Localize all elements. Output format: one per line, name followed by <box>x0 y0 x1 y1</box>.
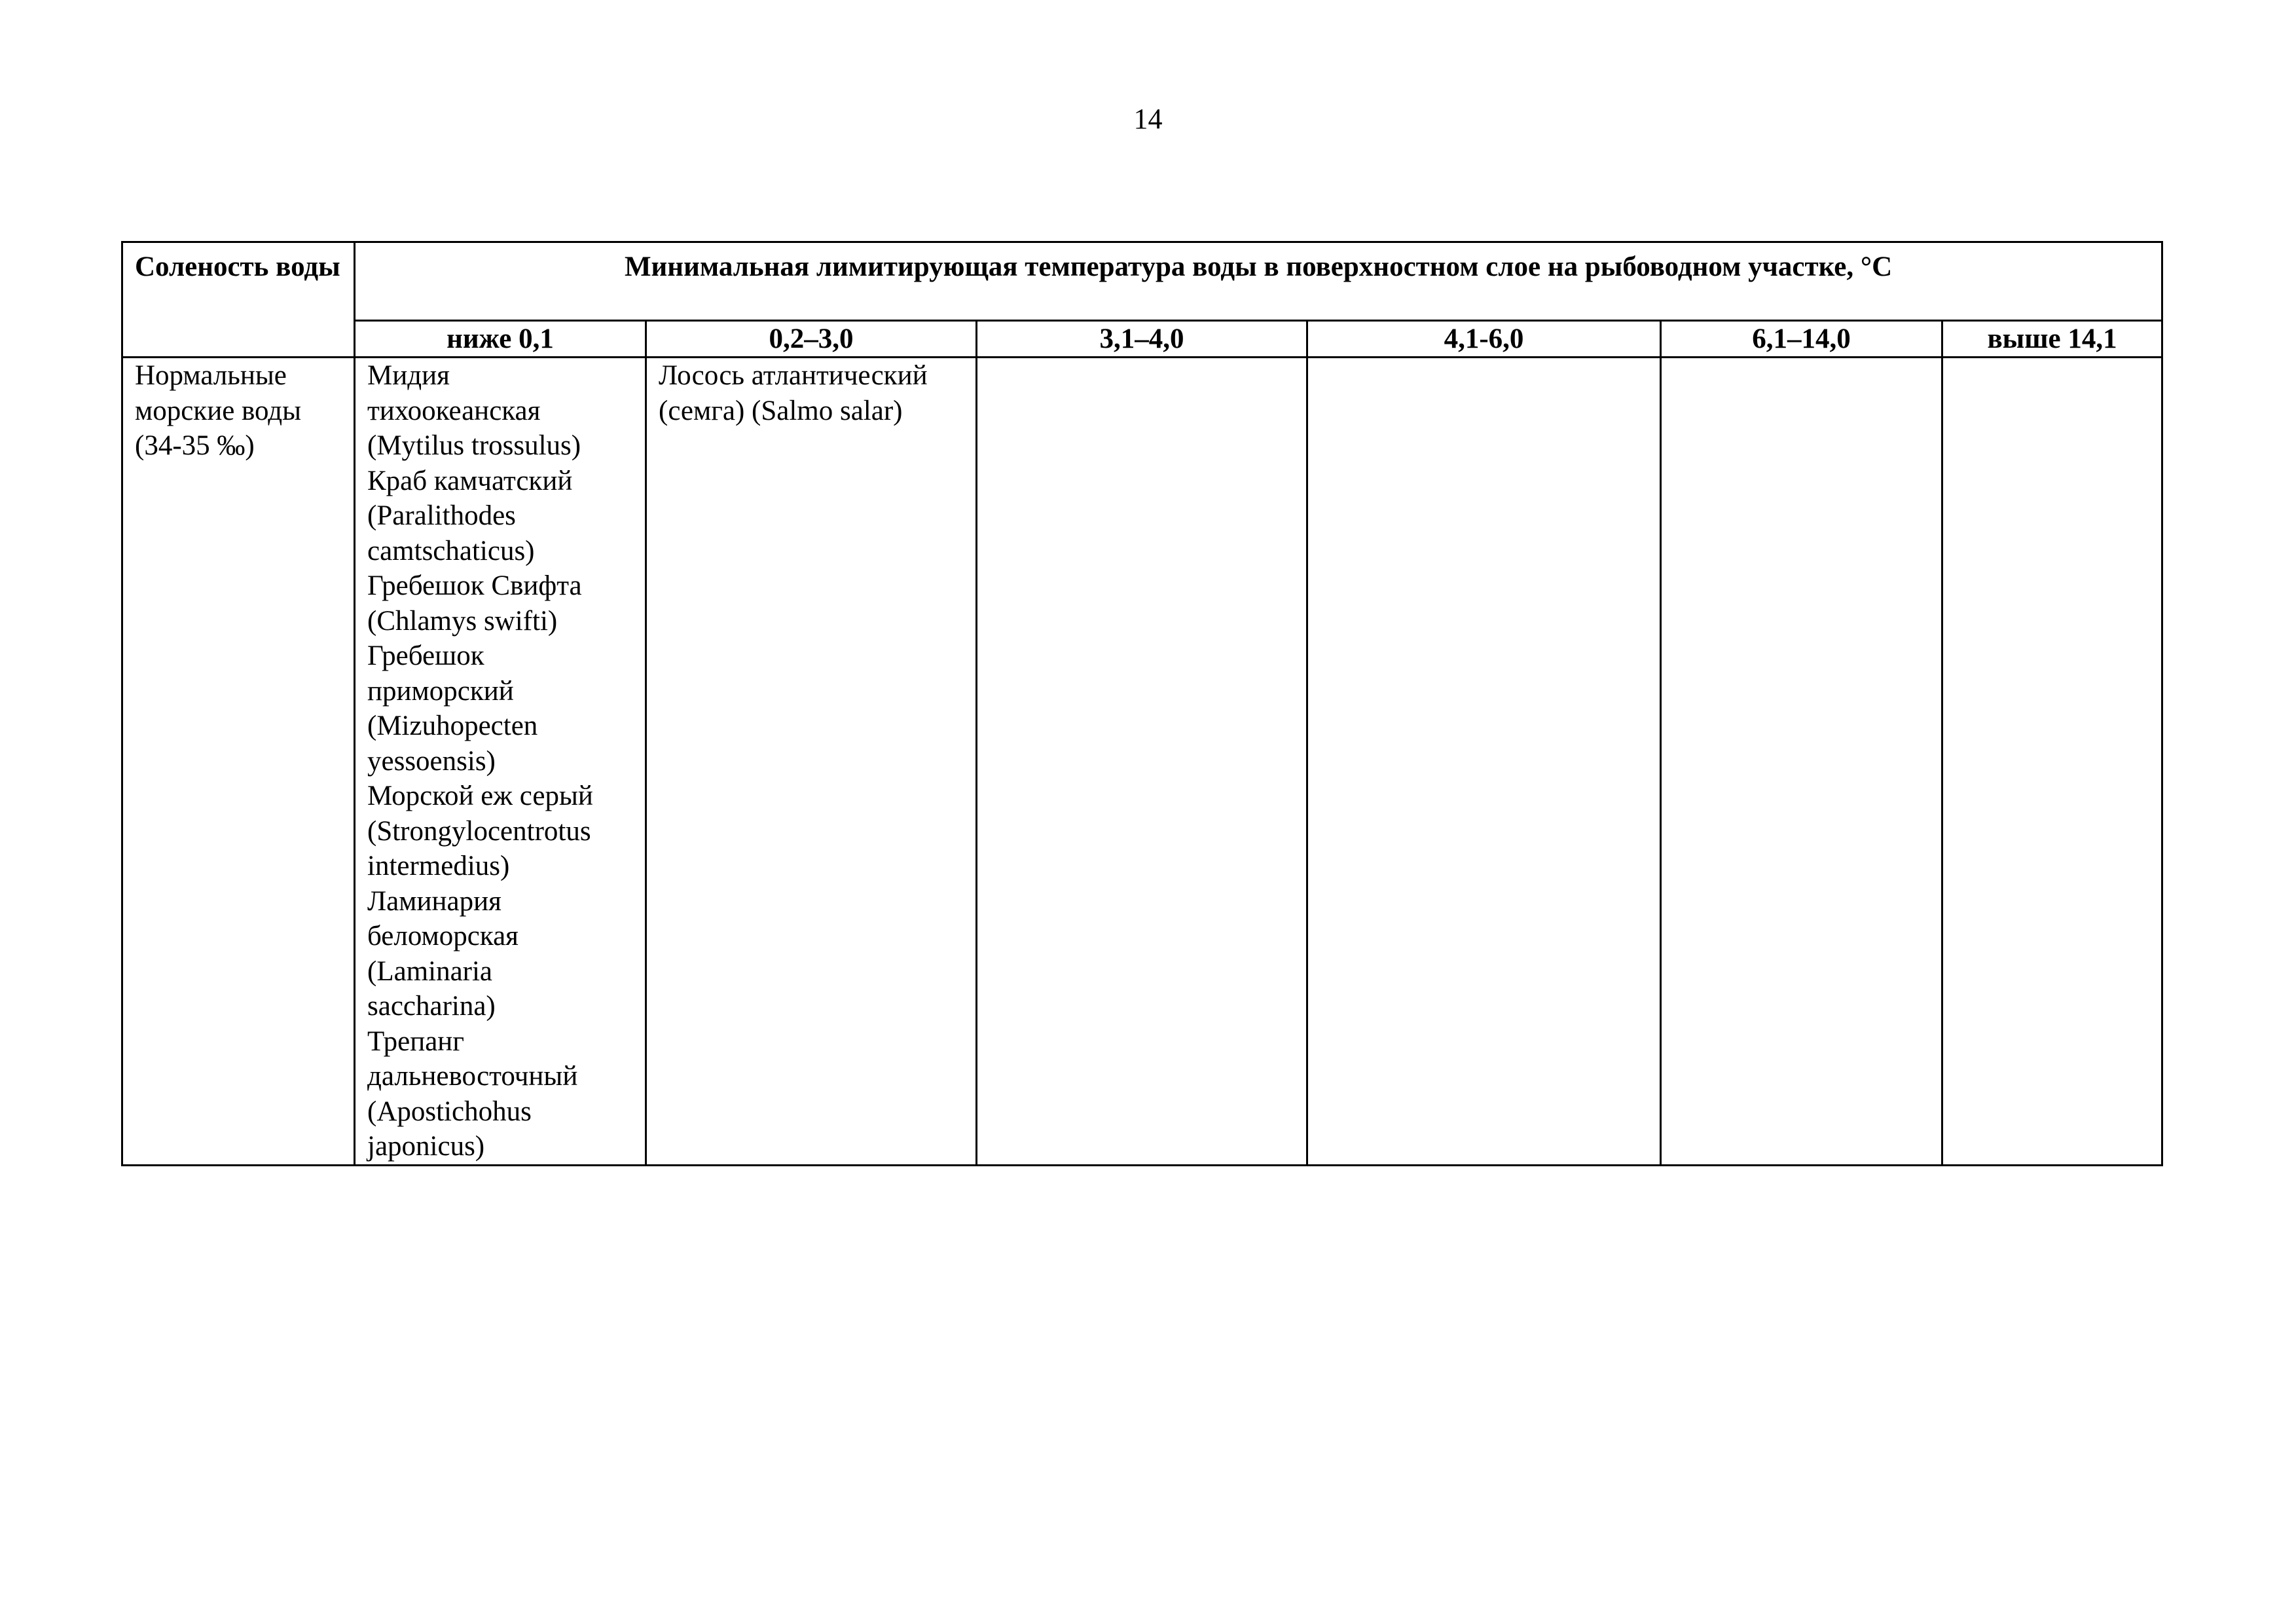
cell-text-line: Гребешок Свифта <box>367 570 582 601</box>
species-temperature-table <box>121 241 2163 1166</box>
cell-text-line: Трепанг <box>367 1025 464 1057</box>
cell-text-line: (Strongylocentrotus <box>367 815 591 847</box>
species-cell-3-1-4-0 <box>977 358 1307 1166</box>
species-cell-above-14-1 <box>1942 358 2162 1166</box>
range-header: выше 14,1 <box>1942 321 2162 358</box>
range-header: 0,2–3,0 <box>646 321 977 358</box>
cell-text-line: camtschaticus) <box>367 535 535 566</box>
cell-text-line: Гребешок <box>367 640 484 671</box>
species-cell-0-2-3-0 <box>646 358 977 1166</box>
cell-text-line: (Mytilus trossulus) <box>367 430 581 461</box>
cell-text-line: saccharina) <box>367 991 496 1022</box>
range-header: 4,1-6,0 <box>1307 321 1661 358</box>
page-number: 14 <box>1133 103 1163 135</box>
cell-text-line: Краб камчатский <box>367 465 573 496</box>
cell-text-line: Нормальные <box>135 360 287 391</box>
temperature-header: Минимальная лимитирующая температура воды в поверхностном слое на рыбоводном участке, °С <box>355 242 2162 321</box>
cell-text-line: japonicus) <box>367 1131 485 1162</box>
salinity-header: Соленость воды <box>122 242 355 358</box>
cell-text-line: (Mizuhopecten <box>367 710 538 741</box>
header-row-top <box>122 242 2162 321</box>
cell-text-line: беломорская <box>367 921 519 951</box>
cell-text-line: intermedius) <box>367 851 510 881</box>
cell-text-line: (Apostichohus <box>367 1096 532 1127</box>
species-cell-4-1-6-0 <box>1307 358 1661 1166</box>
cell-text-line: Мидия <box>367 360 450 391</box>
cell-text-line: морские воды <box>135 395 302 426</box>
table-row <box>122 358 2162 1166</box>
cell-text-line: (Paralithodes <box>367 500 516 531</box>
salinity-cell <box>122 358 355 1166</box>
cell-text-line: yessoensis) <box>367 745 496 777</box>
cell-text-line: тихоокеанская <box>367 395 541 426</box>
range-header: 6,1–14,0 <box>1661 321 1942 358</box>
header-row-ranges <box>122 321 2162 358</box>
range-header: ниже 0,1 <box>355 321 646 358</box>
cell-text-line: дальневосточный <box>367 1061 578 1092</box>
cell-text-line: приморский <box>367 675 514 707</box>
species-cell-6-1-14-0 <box>1661 358 1942 1166</box>
cell-text-line: (Laminaria <box>367 955 493 987</box>
species-cell-below-0-1 <box>355 358 646 1166</box>
cell-text-line: Морской еж серый <box>367 781 593 811</box>
range-header: 3,1–4,0 <box>977 321 1307 358</box>
cell-text-line: (Chlamys swifti) <box>367 605 558 637</box>
cell-text-line: Ламинария <box>367 885 501 917</box>
cell-text-line: Лосось атлантический <box>659 360 928 391</box>
cell-text-line: (34-35 ‰) <box>135 430 255 461</box>
cell-text-line: (семга) (Salmo salar) <box>659 395 903 426</box>
